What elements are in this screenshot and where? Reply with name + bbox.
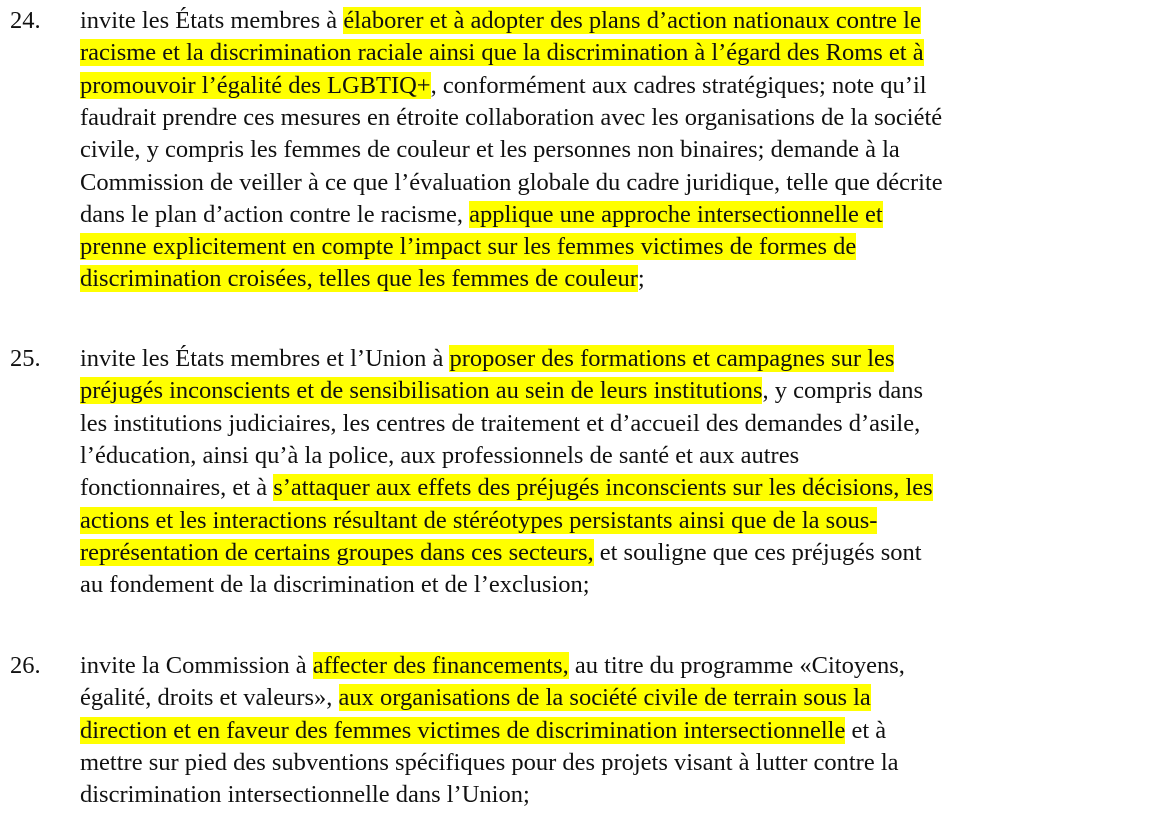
highlighted-text: racisme et la discrimination raciale ainsi que la discrimination à l’égard des Roms et à	[80, 39, 924, 67]
body-text: mettre sur pied des subventions spécifiques pour des projets visant à lutter contre la	[80, 748, 899, 776]
text-line	[80, 375, 923, 407]
body-text: les institutions judiciaires, les centres de traitement et d’accueil des demandes d’asile,	[80, 409, 921, 437]
paragraph-number: 26.	[10, 652, 41, 679]
body-text: faudrait prendre ces mesures en étroite collaboration avec les organisations de la société	[80, 103, 943, 131]
body-text: civile, y compris les femmes de couleur et les personnes non binaires; demande à la	[80, 136, 900, 164]
highlighted-text: représentation de certains groupes dans ces secteurs,	[80, 538, 594, 566]
body-text: au titre du programme «Citoyens,	[568, 652, 905, 679]
highlighted-text: élaborer et à adopter des plans d’action nationaux contre le	[343, 7, 921, 34]
highlighted-text: prenne explicitement en compte l’impact sur les femmes victimes de formes de	[80, 233, 857, 261]
text-line	[80, 472, 933, 504]
body-text: , conformément aux cadres stratégiques; note qu’il	[430, 71, 927, 99]
text-line	[80, 440, 799, 472]
body-text: égalité, droits et valeurs»,	[80, 684, 339, 712]
text-line	[80, 5, 921, 37]
highlighted-text: direction et en faveur des femmes victimes de discrimination intersectionnelle	[80, 716, 846, 744]
body-text: fonctionnaires, et à	[80, 474, 274, 502]
highlighted-text: affecter des financements,	[312, 652, 569, 679]
body-text: Commission de veiller à ce que l’évaluation globale du cadre juridique, telle que décrite	[80, 168, 943, 196]
highlighted-text: promouvoir l’égalité des LGBTIQ+	[80, 71, 431, 99]
highlighted-text: préjugés inconscients et de sensibilisation au sein de leurs institutions	[80, 377, 763, 405]
text-line	[80, 569, 590, 601]
text-line	[80, 37, 924, 69]
text-line	[80, 199, 883, 231]
text-line	[80, 408, 920, 440]
body-text: , y compris dans	[762, 377, 924, 405]
body-text: dans le plan d’action contre le racisme,	[80, 200, 470, 228]
highlighted-text: aux organisations de la société civile de terrain sous la	[338, 684, 871, 712]
highlighted-text: applique une approche intersectionnelle et	[469, 200, 883, 228]
text-line	[80, 231, 856, 263]
highlighted-text: s’attaquer aux effets des préjugés inconscients sur les décisions, les	[273, 474, 933, 502]
text-line	[80, 343, 894, 375]
text-line	[80, 682, 871, 714]
text-line	[80, 263, 645, 295]
body-text: ;	[637, 265, 645, 293]
text-line	[80, 167, 943, 199]
body-text: l’éducation, ainsi qu’à la police, aux professionnels de santé et aux autres	[80, 441, 800, 469]
text-line	[80, 715, 886, 747]
text-line	[80, 134, 900, 166]
paragraph-number: 25.	[10, 345, 41, 372]
text-line	[80, 650, 905, 682]
body-text: au fondement de la discrimination et de l’exclusion;	[80, 571, 590, 599]
body-text: invite les États membres à	[80, 7, 344, 34]
highlighted-text: proposer des formations et campagnes sur les	[449, 345, 895, 372]
text-line	[80, 70, 927, 102]
text-line	[80, 505, 877, 537]
paragraph-number: 24.	[10, 7, 41, 34]
body-text: et à	[845, 716, 887, 744]
text-line	[80, 747, 899, 779]
body-text: invite la Commission à	[80, 652, 313, 679]
highlighted-text: actions et les interactions résultant de stéréotypes persistants ainsi que de la sous-	[80, 506, 878, 534]
highlighted-text: discrimination croisées, telles que les femmes de couleur	[80, 265, 638, 293]
text-line	[80, 102, 942, 134]
text-line	[80, 537, 922, 569]
body-text: invite les États membres et l’Union à	[80, 345, 450, 372]
text-line	[80, 779, 530, 811]
body-text: discrimination intersectionnelle dans l’Union;	[80, 781, 530, 809]
body-text: et souligne que ces préjugés sont	[593, 538, 922, 566]
